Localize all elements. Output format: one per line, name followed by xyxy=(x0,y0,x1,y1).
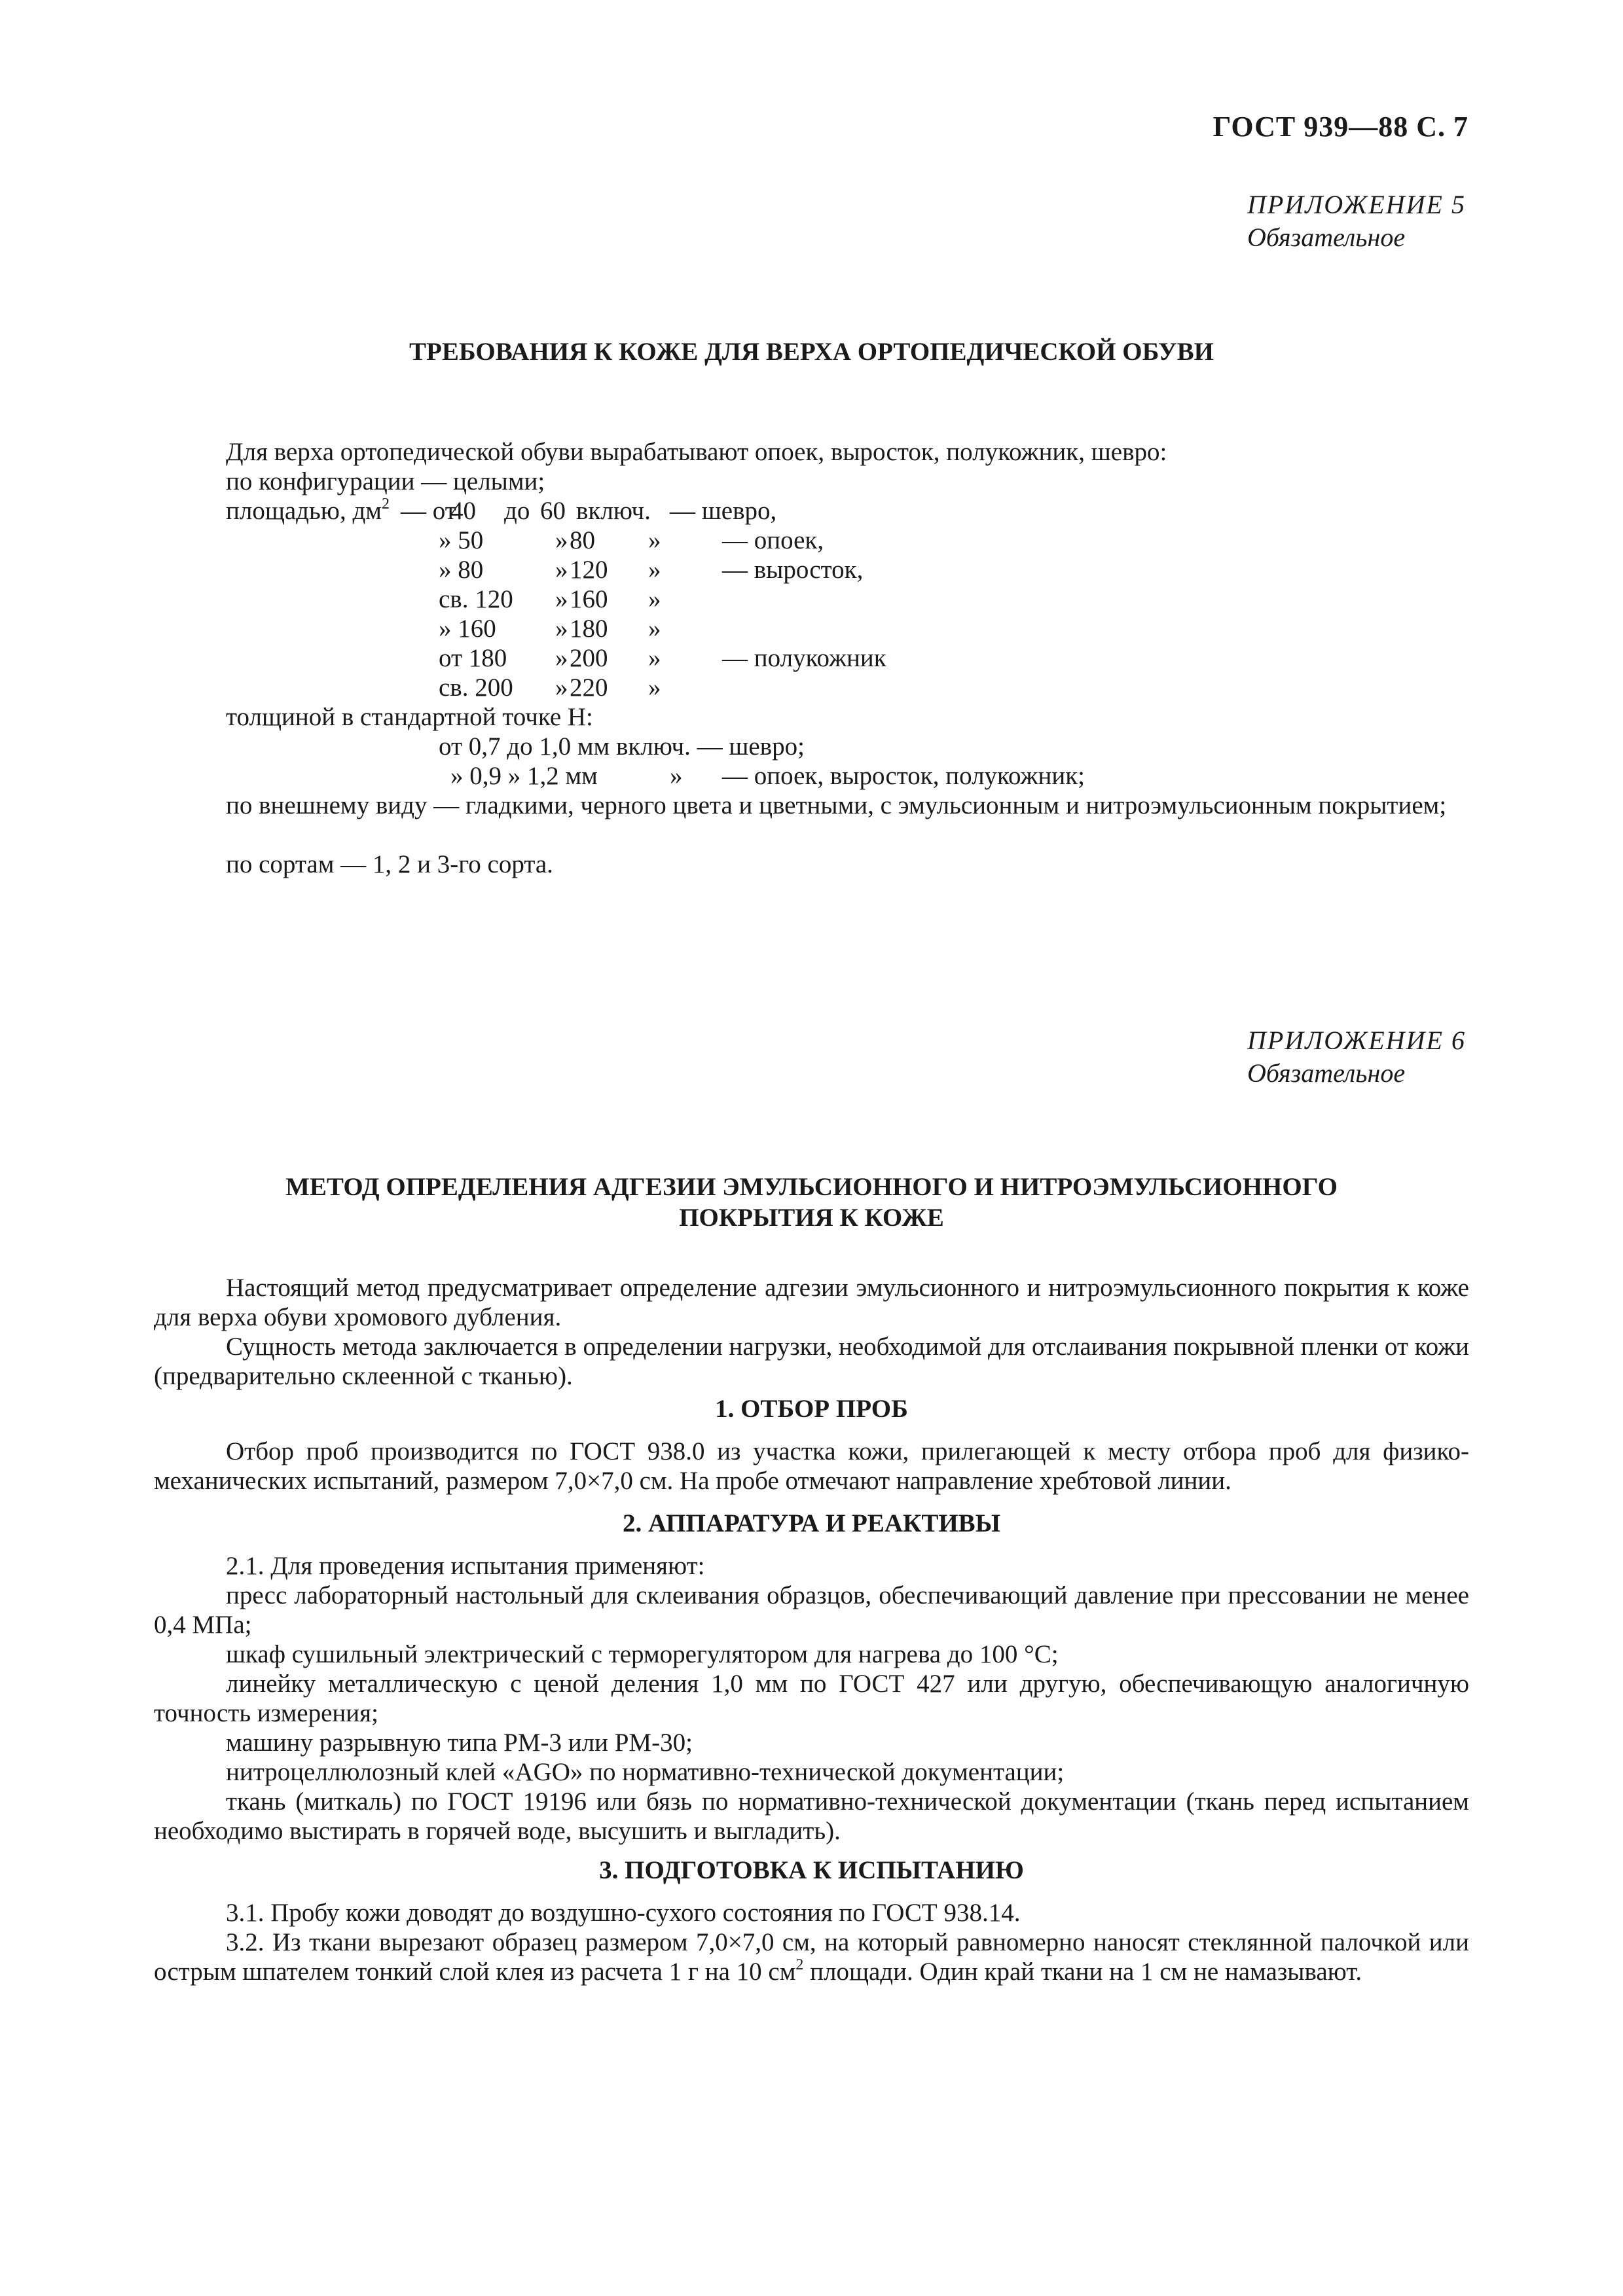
appendix-status: Обязательное xyxy=(1247,1058,1406,1088)
area-sep: до xyxy=(504,497,530,525)
appendix-status: Обязательное xyxy=(1247,223,1406,252)
equipment-list xyxy=(154,1551,1469,1846)
area-from: св. 120 xyxy=(439,585,513,613)
sampling-paragraph xyxy=(154,1437,1469,1496)
area-to: 80 xyxy=(570,526,595,554)
list-item: машину разрывную типа РМ-3 или РМ-30; xyxy=(226,1729,693,1757)
area-from: 40 xyxy=(450,497,476,525)
thickness-label: толщиной в стандартной точке Н: xyxy=(226,703,593,731)
area-mark: » xyxy=(648,526,661,554)
area-row xyxy=(0,673,1623,702)
area-to: 120 xyxy=(570,556,608,584)
section-title-line-1: МЕТОД ОПРЕДЕЛЕНИЯ АДГЕЗИИ ЭМУЛЬСИОННОГО И НИТРОЭМУЛЬСИОННОГО xyxy=(285,1173,1338,1201)
area-mark: включ. xyxy=(576,497,651,525)
area-prefix: — от xyxy=(401,497,456,525)
area-row xyxy=(0,496,1623,526)
list-item: шкаф сушильный электрический с терморегулятором для нагрева до 100 °С; xyxy=(226,1640,1059,1668)
area-to: 220 xyxy=(570,673,608,702)
area-row xyxy=(0,614,1623,643)
subsection-heading: 2. АППАРАТУРА И РЕАКТИВЫ xyxy=(622,1509,1000,1537)
section-title: ТРЕБОВАНИЯ К КОЖЕ ДЛЯ ВЕРХА ОРТОПЕДИЧЕСКОЙ ОБУВИ xyxy=(409,338,1214,366)
area-mark: » xyxy=(648,585,661,613)
area-row xyxy=(0,526,1623,555)
section-title xyxy=(154,1172,1469,1233)
area-mark: » xyxy=(648,644,661,672)
area-to: 160 xyxy=(570,585,608,613)
area-from: св. 200 xyxy=(439,673,513,702)
list-item: линейку металлическую с ценой деления 1,0 мм по ГОСТ 427 или другую, обеспечивающую аналогичную точность измерения; xyxy=(154,1670,1469,1727)
appearance-paragraph xyxy=(154,791,1469,820)
section-title-line-2: ПОКРЫТИЯ К КОЖЕ xyxy=(679,1204,944,1232)
area-result: — полукожник xyxy=(722,644,886,672)
area-row xyxy=(0,584,1623,614)
paragraph: Сущность метода заключается в определении нагрузки, необходимой для отслаивания покрывной пленки от кожи (предварительно склеенной с тканью). xyxy=(154,1333,1469,1390)
area-from: » 80 xyxy=(439,556,484,584)
thickness-row-1: от 0,7 до 1,0 мм включ. — шевро; xyxy=(439,732,805,761)
appendix-6-label xyxy=(1247,1024,1466,1090)
area-to: 180 xyxy=(570,615,608,643)
grades-line: по сортам — 1, 2 и 3-го сорта. xyxy=(226,850,553,878)
area-label-sup: 2 xyxy=(381,495,390,512)
appendix-number: ПРИЛОЖЕНИЕ 6 xyxy=(1247,1026,1466,1055)
area-sep: » xyxy=(555,615,568,643)
list-item: нитроцеллюлозный клей «AGO» по нормативно-технической документации; xyxy=(226,1758,1065,1786)
area-sep: » xyxy=(555,526,568,554)
method-intro xyxy=(154,1273,1469,1391)
area-mark: » xyxy=(648,673,661,702)
appearance-text: по внешнему виду — гладкими, черного цвета и цветными, с эмульсионным и нитроэмульсионным покрытием; xyxy=(226,791,1447,819)
area-from: » 50 xyxy=(439,526,484,554)
area-to: 60 xyxy=(540,497,566,525)
appendix-5-label xyxy=(1247,188,1466,254)
paragraph: Настоящий метод предусматривает определение адгезии эмульсионного и нитроэмульсионного покрытия к коже для верха обуви хромового дубления. xyxy=(154,1274,1469,1331)
intro-line: Для верха ортопедической обуви вырабатывают опоек, выросток, полукожник, шевро: xyxy=(226,438,1167,466)
superscript: 2 xyxy=(795,1956,804,1973)
paragraph-text: 3.2. Из ткани вырезают образец размером 7,0×7,0 см, на который равномерно наносят стеклянной палочкой или острым шпателем тонкий слой клея из расчета 1 г на 10 см xyxy=(154,1928,1469,1986)
page-header: ГОСТ 939—88 С. 7 xyxy=(1213,111,1468,143)
area-result: — выросток, xyxy=(722,556,864,584)
area-result: — опоек, xyxy=(722,526,824,554)
subsection-heading: 1. ОТБОР ПРОБ xyxy=(715,1395,908,1423)
area-sep: » xyxy=(555,585,568,613)
area-sep: » xyxy=(555,644,568,672)
area-sep: » xyxy=(555,556,568,584)
area-result: — шевро, xyxy=(670,497,777,525)
config-line: по конфигурации — целыми; xyxy=(226,467,545,495)
thickness-row-2 xyxy=(0,761,1623,791)
paragraph xyxy=(154,1928,1469,1986)
area-row xyxy=(0,643,1623,673)
thickness-row-2-result: — опоек, выросток, полукожник; xyxy=(722,762,1085,790)
paragraph-text: площади. Один край ткани на 1 см не намазывают. xyxy=(803,1958,1362,1986)
subsection-heading: 3. ПОДГОТОВКА К ИСПЫТАНИЮ xyxy=(599,1856,1024,1884)
paragraph: 3.1. Пробу кожи доводят до воздушно-сухого состояния по ГОСТ 938.14. xyxy=(226,1899,1021,1927)
list-item: пресс лабораторный настольный для склеивания образцов, обеспечивающий давление при прессовании не менее 0,4 МПа; xyxy=(154,1581,1469,1639)
area-mark: » xyxy=(648,556,661,584)
thickness-row-2-mark: » xyxy=(670,762,683,790)
appendix-number: ПРИЛОЖЕНИЕ 5 xyxy=(1247,190,1466,219)
area-to: 200 xyxy=(570,644,608,672)
area-row xyxy=(0,555,1623,584)
area-from: от 180 xyxy=(439,644,507,672)
area-label-text: площадью, дм xyxy=(226,497,382,525)
area-sep: » xyxy=(555,673,568,702)
list-item: ткань (миткаль) по ГОСТ 19196 или бязь по нормативно-технической документации (ткань перед испытанием необходимо выстирать в горячей воде, высушить и выгладить). xyxy=(154,1787,1469,1845)
thickness-row-2-range: » 0,9 » 1,2 мм xyxy=(450,762,598,790)
preparation-paragraphs xyxy=(154,1898,1469,1986)
area-from: » 160 xyxy=(439,615,496,643)
paragraph: Отбор проб производится по ГОСТ 938.0 из участка кожи, прилегающей к месту отбора проб для физико-механических испытаний, размером 7,0×7,0 см. На пробе отмечают направление хребтовой линии. xyxy=(154,1437,1469,1495)
list-item: 2.1. Для проведения испытания применяют: xyxy=(226,1552,705,1580)
area-mark: » xyxy=(648,615,661,643)
